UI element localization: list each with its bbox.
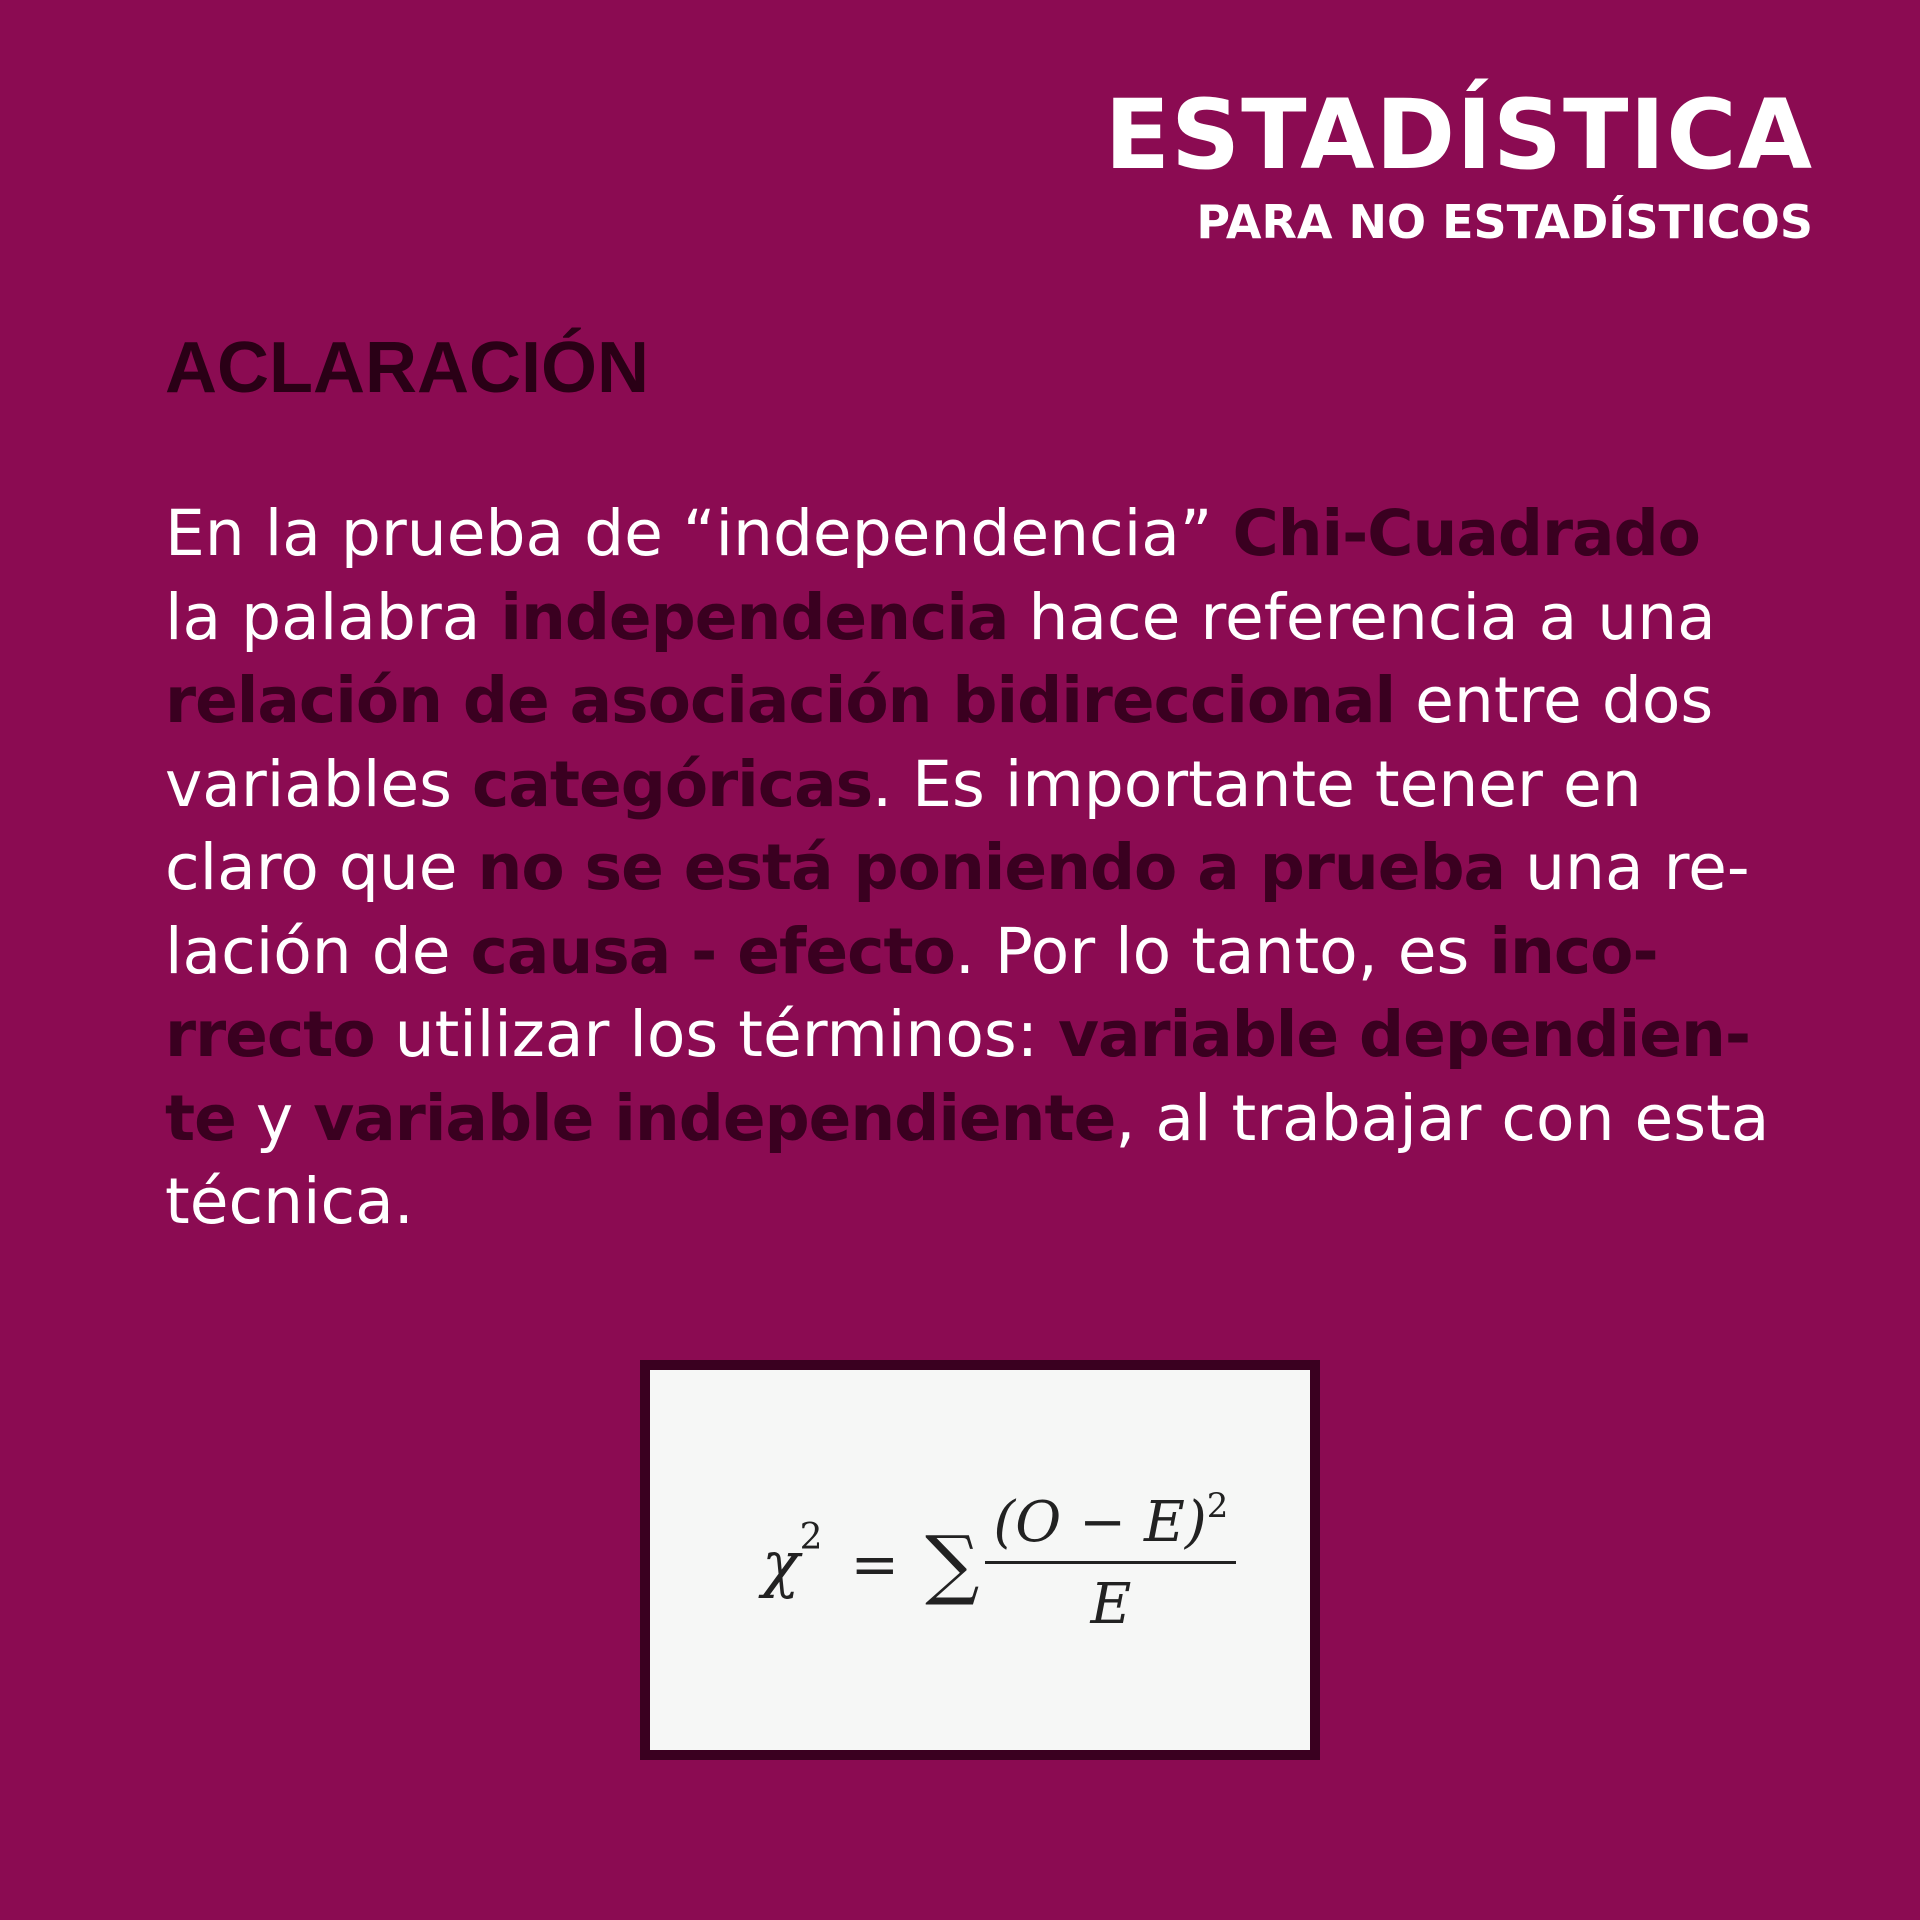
highlighted-term: no se está poniendo a prueba: [477, 831, 1506, 904]
brand-logo: [1104, 80, 1813, 250]
body-text-segment: una re-: [1505, 831, 1750, 904]
body-line: [165, 576, 1785, 660]
body-text-segment: entre dos: [1395, 664, 1714, 737]
formula-equals: =: [850, 1529, 900, 1598]
formula-chi-symbol: χ: [762, 1527, 800, 1600]
formula-num-exponent: 2: [1206, 1486, 1229, 1526]
body-line: [165, 993, 1785, 1077]
highlighted-term: inco-: [1489, 914, 1658, 988]
body-line: [165, 826, 1785, 910]
brand-title: ESTADÍSTICA: [1104, 79, 1813, 191]
formula-num-close: E): [1144, 1490, 1207, 1555]
body-text-segment: lación de: [165, 914, 471, 988]
highlighted-term: variable independiente: [313, 1081, 1116, 1155]
highlighted-term: Chi-Cuadrado: [1232, 497, 1700, 570]
highlighted-term: independencia: [500, 580, 1009, 654]
body-text-segment: . Por lo tanto, es: [954, 914, 1490, 988]
formula-fraction: [985, 1486, 1236, 1637]
page-heading: ACLARACIÓN: [165, 328, 649, 408]
body-text-segment: utilizar los términos:: [374, 998, 1058, 1071]
highlighted-term: te: [165, 1081, 236, 1155]
highlighted-term: variable dependien-: [1057, 998, 1750, 1071]
body-text-segment: hace referencia a una: [1008, 580, 1716, 654]
formula-num-open: (O: [993, 1490, 1062, 1555]
body-text-segment: claro que: [165, 831, 478, 904]
body-text-segment: técnica.: [165, 1165, 414, 1238]
body-text-segment: . Es importante tener en: [872, 747, 1642, 821]
highlighted-term: rrecto: [165, 998, 375, 1071]
body-line: [165, 743, 1785, 827]
body-line: [165, 659, 1785, 743]
formula-sum-symbol: ∑: [925, 1519, 980, 1608]
formula-numerator: [985, 1486, 1236, 1564]
formula-num-minus: −: [1079, 1490, 1127, 1555]
highlighted-term: relación de asociación bidireccional: [165, 664, 1396, 737]
body-line: [165, 910, 1785, 994]
brand-subtitle: PARA NO ESTADÍSTICOS: [1196, 195, 1813, 249]
highlighted-term: causa - efecto: [470, 914, 955, 988]
chi-square-formula: [762, 1486, 1236, 1637]
formula-denominator: E: [1090, 1572, 1132, 1637]
body-text-segment: la palabra: [165, 580, 501, 654]
body-line: [165, 492, 1785, 576]
formula-box: [640, 1360, 1320, 1760]
highlighted-term: categóricas: [472, 747, 873, 821]
body-line: [165, 1160, 1785, 1244]
body-text-segment: En la prueba de “independencia”: [165, 497, 1233, 570]
body-paragraph: [165, 492, 1785, 1244]
formula-chi-exponent: 2: [799, 1517, 823, 1558]
body-text-segment: y: [235, 1081, 314, 1155]
body-line: [165, 1077, 1785, 1161]
body-text-segment: , al trabajar con esta: [1115, 1081, 1770, 1155]
body-text-segment: variables: [165, 747, 473, 821]
